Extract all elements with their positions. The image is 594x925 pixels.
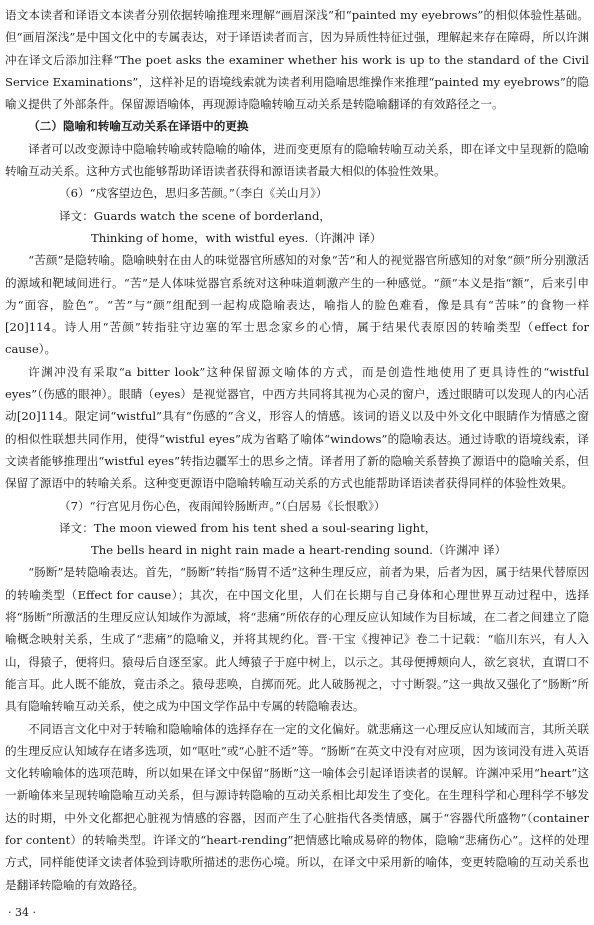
example-poem: （6）“戍客望边色，思归多苦颜。”（李白《关山月》） [59, 186, 328, 201]
translation-line: 译文：The moon viewed from his tent shed a soul-searing light， [59, 520, 437, 535]
page-body [5, 4, 589, 896]
translation-line: 译文：Guards watch the scene of borderland， [59, 208, 331, 223]
paragraph: “苦颜”是隐转喻。隐喻映射在由人的味觉器官所感知的对象“苦”和人的视觉器官所感知的对象“颜”所分别激活的源域和靶域间进行。“苦”是人体味觉器官系统对这种味道刺激产生的一种感觉。“颜”本义是指“额”，后来引申为“面容，脸色”。“苦”与“颜”组配到一起构成隐喻表达，喻指人的脸色难看，像是具有“苦味”的食物一样[20]114。诗人用“苦颜”转指驻守边塞的军士思念家乡的心情，属于结果代表原因的转喻类型（effect for cause）。 [5, 253, 589, 357]
translation-line: The bells heard in night rain made a heart-rending sound.（许渊冲 译） [91, 543, 507, 558]
translation-line: Thinking of home，with wistful eyes.（许渊冲 译） [91, 230, 382, 245]
paragraph: 译者可以改变源诗中隐喻转喻或转隐喻的喻体，进而变更原有的隐喻转喻互动关系，即在译文中呈现新的隐喻转喻互动关系。这种方式也能够帮助译语读者获得和源语读者最大相似的体验性效果。 [5, 141, 589, 179]
paragraph: 许渊冲没有采取“a bitter look”这种保留源文喻体的方式，而是创造性地使用了更具诗性的“wistful eyes”（伤感的眼神）。眼睛（eyes）是视觉器官，中西方共同将其视为心灵的窗户，透过眼睛可以发现人的内心活动[20]114。限定词“wistful”具有“伤感的”含义，形容人的情感。该词的语义以及中外文化中眼睛作为情感之窗的相似性联想共同作用，使得“wistful eyes”成为省略了喻体“windows”的隐喻表达。通过诗歌的语境线索，译文读者能够推理出“wistful eyes”转指边疆军士的思乡之情。译者用了新的隐喻关系替换了源语中的隐喻关系，但保留了源语中的转喻关系。这种变更源语中隐喻转喻互动关系的方式也能帮助译语读者获得同样的体验性效果。 [5, 364, 589, 491]
page-number: · 34 · [8, 906, 36, 919]
paragraph: “肠断”是转隐喻表达。首先，“肠断”转指“肠胃不适”这种生理反应，前者为果，后者为因，属于结果代替原因的转喻类型（Effect for cause）；其次，在中国文化里，人们在长期与自己身体和心理世界互动过程中，选择将“肠断”所激活的生理反应认知域作为源域，将“悲痛”所依存的心理反应认知域作为目标域，在二者之间建立了隐喻概念映射关系，生成了“悲痛”的隐喻义，并将其规约化。晋·干宝《搜神记》卷二十记载：“临川东兴，有人入山，得猿子，便将归。猿母后自逐至家。此人缚猿子于庭中树上，以示之。其母便搏颊向人，欲乞哀状，直谓口不能言耳。此人既不能放，竟击杀之。猿母悲唤，自掷而死。此人破肠视之，寸寸断裂。”这一典故又强化了“肠断”所具有隐喻转喻互动关系，使之成为中国文学作品中专属的转隐喻表达。 [5, 565, 589, 714]
paragraph: 不同语言文化中对于转喻和隐喻喻体的选择存在一定的文化偏好。就悲痛这一心理反应认知域而言，其所关联的生理反应认知域存在诸多选项，如“呕吐”或“心脏不适”等。“肠断”在英文中没有对应项，因为该词没有进入英语文化转喻喻体的选项范畴，所以如果在译文中保留“肠断”这一喻体会引起译语读者的误解。许渊冲采用“heart”这一新喻体来呈现转喻隐喻互动关系，但与源诗转隐喻的互动关系相比却发生了变化。在生理科学和心理科学不够发达的时期，中外文化都把心脏视为情感的容器，因而产生了心脏指代各类情感，属于“容器代所盛物”（container for content）的转喻类型。许译文的“heart-rending”把情感比喻成易碎的物体，隐喻“悲痛伤心”。这样的处理方式，同样能使译文读者体验到诗歌所描述的悲伤心境。所以，在译文中采用新的喻体，变更转隐喻的互动关系也是翻译转隐喻的有效路径。 [5, 721, 589, 892]
paragraph: 语文本读者和译语文本读者分别依据转喻推理来理解“画眉深浅”和“painted my eyebrows”的相似体验性基础。但“画眉深浅”是中国文化中的专属表达，对于译语读者而言，因为异质性特征过强，理解起来存在障碍，所以许渊冲在译文后添加注释“The poet asks the examiner whether his work is up to the standard of the Civil Service Examinations”，这样补足的语境线索就为读者利用隐喻思维操作来推理“painted my eyebrows”的隐喻义提供了外部条件。保留源语喻体，再现源诗隐喻转喻互动关系是转隐喻翻译的有效路径之一。 [5, 8, 589, 112]
section-heading: （二）隐喻和转喻互动关系在译语中的更换 [28, 119, 249, 134]
example-poem: （7）“行宫见月伤心色，夜雨闻铃肠断声。”（白居易《长恨歌》） [59, 498, 386, 513]
